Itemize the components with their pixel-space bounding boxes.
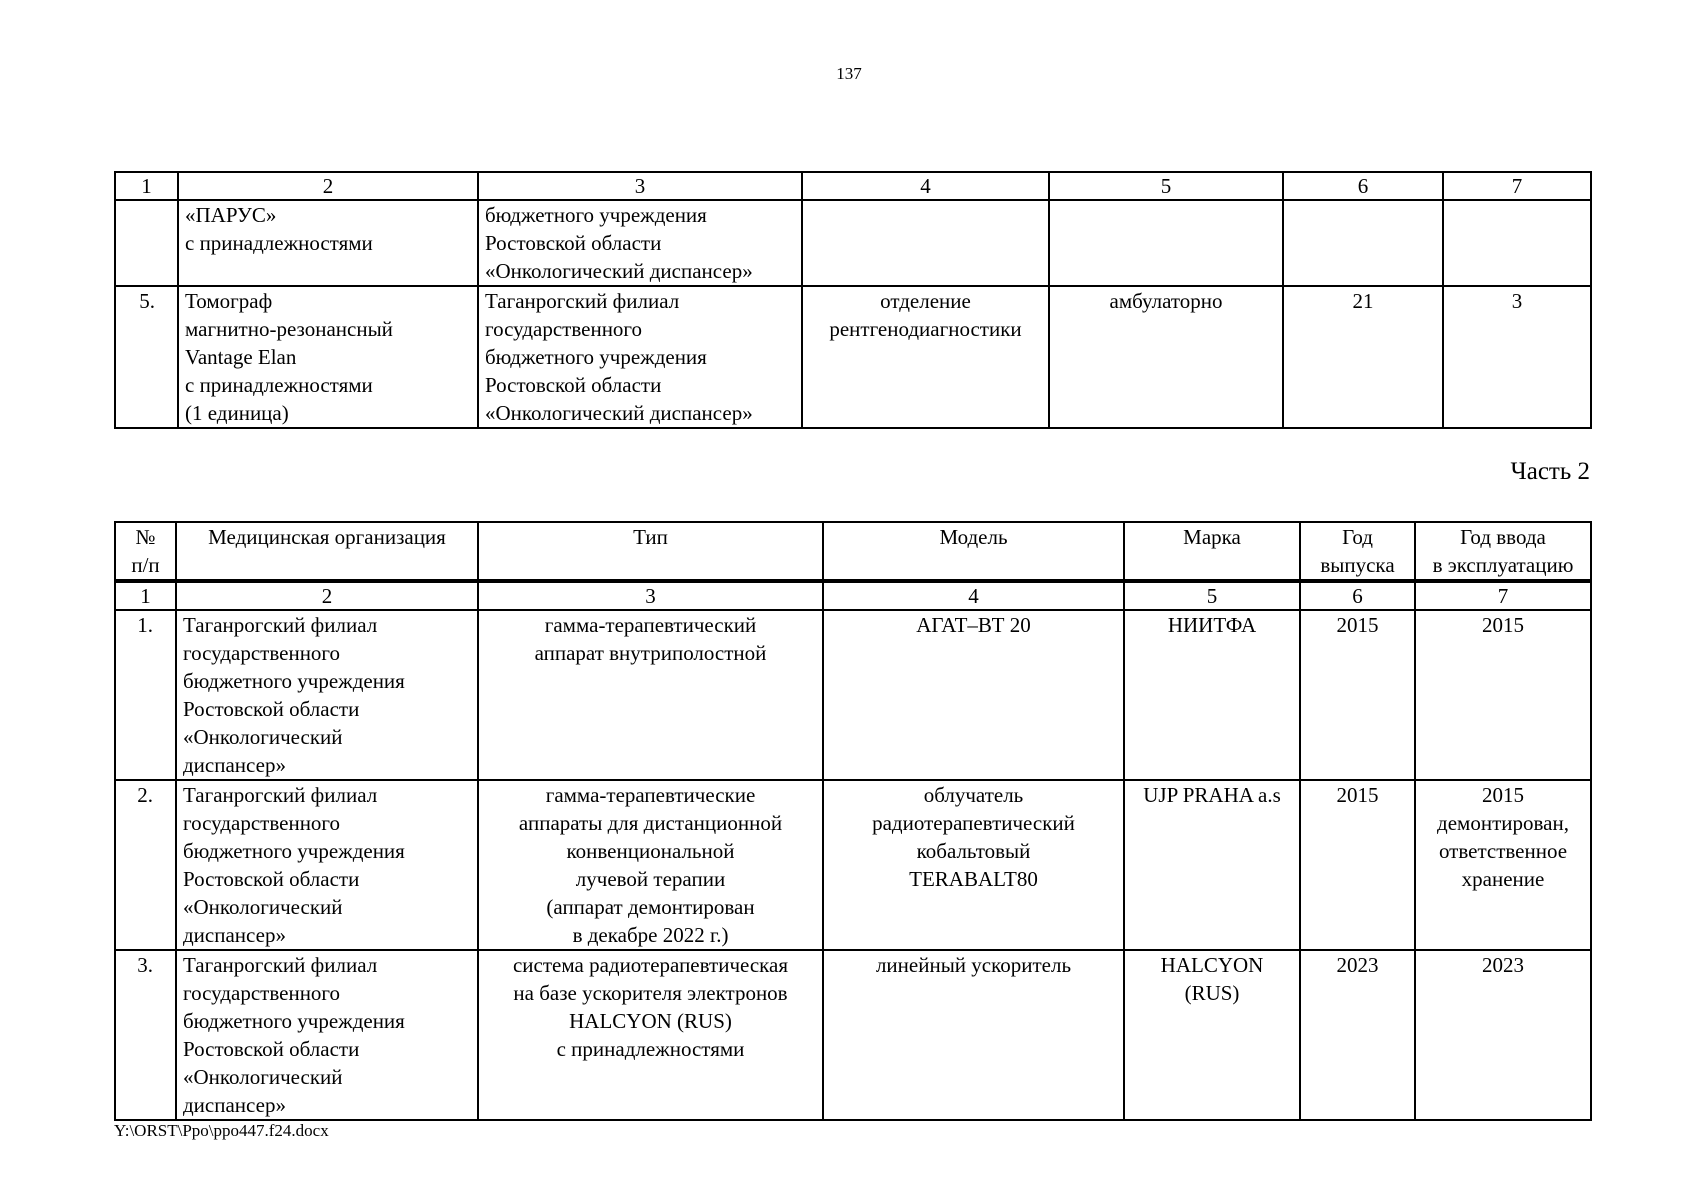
- column-number: 1: [115, 581, 176, 610]
- row-number: 1.: [115, 610, 176, 780]
- organization-name: Таганрогский филиал государственного бюджетного учреждения Ростовской области «Онкологический диспансер»: [478, 286, 802, 428]
- organization-name: бюджетного учреждения Ростовской области «Онкологический диспансер»: [478, 200, 802, 286]
- header-model: Модель: [823, 522, 1124, 581]
- column-number: 4: [823, 581, 1124, 610]
- year-commissioned: 2015: [1415, 610, 1591, 780]
- table-row: [115, 780, 1591, 950]
- column-6-value: 21: [1283, 286, 1443, 428]
- row-number: [115, 200, 178, 286]
- header-number: № п/п: [115, 522, 176, 581]
- header-row: [115, 522, 1591, 581]
- equipment-name: Томограф магнитно-резонансный Vantage Elan с принадлежностями (1 единица): [178, 286, 478, 428]
- service-mode: [1049, 200, 1283, 286]
- header-year-commissioned: Год ввода в эксплуатацию: [1415, 522, 1591, 581]
- column-number: 3: [478, 172, 802, 200]
- header-organization: Медицинская организация: [176, 522, 478, 581]
- column-number: 1: [115, 172, 178, 200]
- column-number: 6: [1283, 172, 1443, 200]
- department: отделение рентгенодиагностики: [802, 286, 1049, 428]
- column-7-value: [1443, 200, 1591, 286]
- column-number: 7: [1415, 581, 1591, 610]
- equipment-brand: НИИТФА: [1124, 610, 1300, 780]
- row-number: 2.: [115, 780, 176, 950]
- column-7-value: 3: [1443, 286, 1591, 428]
- table-row: [115, 950, 1591, 1120]
- service-mode: амбулаторно: [1049, 286, 1283, 428]
- equipment-model: линейный ускоритель: [823, 950, 1124, 1120]
- column-number: 5: [1049, 172, 1283, 200]
- equipment-name: «ПАРУС» с принадлежностями: [178, 200, 478, 286]
- column-number: 2: [178, 172, 478, 200]
- equipment-model: облучатель радиотерапевтический кобальтовый TERABALT80: [823, 780, 1124, 950]
- year-made: 2015: [1300, 610, 1415, 780]
- equipment-type: гамма-терапевтический аппарат внутриполостной: [478, 610, 823, 780]
- column-6-value: [1283, 200, 1443, 286]
- year-commissioned: 2023: [1415, 950, 1591, 1120]
- equipment-brand: UJP PRAHA a.s: [1124, 780, 1300, 950]
- year-commissioned: 2015 демонтирован, ответственное хранение: [1415, 780, 1591, 950]
- header-type: Тип: [478, 522, 823, 581]
- footer-file-path: Y:\ORST\Ppo\ppo447.f24.docx: [114, 1121, 329, 1140]
- row-number: 5.: [115, 286, 178, 428]
- column-number-row: [115, 581, 1591, 610]
- year-made: 2023: [1300, 950, 1415, 1120]
- equipment-type: гамма-терапевтические аппараты для дистанционной конвенциональной лучевой терапии (аппарат демонтирован в декабре 2022 г.): [478, 780, 823, 950]
- organization-name: Таганрогский филиал государственного бюджетного учреждения Ростовской области «Онкологический диспансер»: [176, 950, 478, 1120]
- column-number: 2: [176, 581, 478, 610]
- column-number: 3: [478, 581, 823, 610]
- column-number: 7: [1443, 172, 1591, 200]
- part-heading: Часть 2: [1510, 458, 1590, 485]
- header-brand: Марка: [1124, 522, 1300, 581]
- header-year-made: Год выпуска: [1300, 522, 1415, 581]
- row-number: 3.: [115, 950, 176, 1120]
- table-row: [115, 610, 1591, 780]
- column-number: 4: [802, 172, 1049, 200]
- year-made: 2015: [1300, 780, 1415, 950]
- equipment-model: АГАТ–ВТ 20: [823, 610, 1124, 780]
- column-number: 5: [1124, 581, 1300, 610]
- table-row: [115, 200, 1591, 286]
- table-part1-continuation: [114, 171, 1592, 429]
- table-row: [115, 286, 1591, 428]
- table-part2-equipment: [114, 521, 1592, 1121]
- equipment-brand: HALCYON (RUS): [1124, 950, 1300, 1120]
- column-number-row: [115, 172, 1591, 200]
- organization-name: Таганрогский филиал государственного бюджетного учреждения Ростовской области «Онкологический диспансер»: [176, 610, 478, 780]
- department: [802, 200, 1049, 286]
- column-number: 6: [1300, 581, 1415, 610]
- organization-name: Таганрогский филиал государственного бюджетного учреждения Ростовской области «Онкологический диспансер»: [176, 780, 478, 950]
- equipment-type: система радиотерапевтическая на базе ускорителя электронов HALCYON (RUS) с принадлежностями: [478, 950, 823, 1120]
- page-number: 137: [836, 64, 862, 83]
